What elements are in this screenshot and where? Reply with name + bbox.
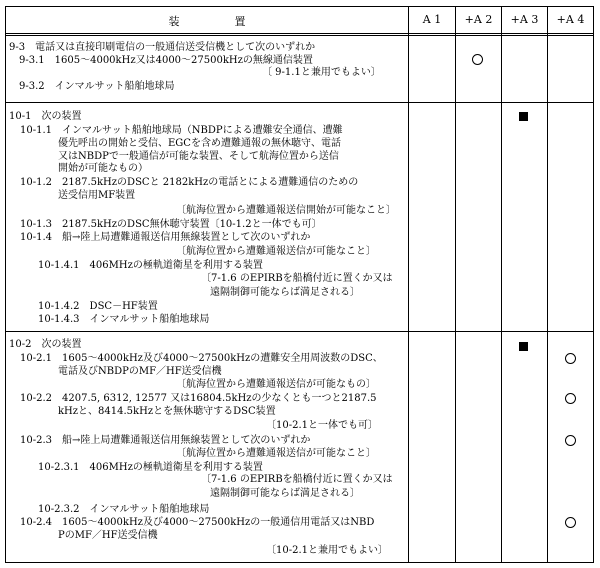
- text-line: 10-2.3.2 インマルサット船舶地球局: [38, 504, 210, 515]
- header-a2: +A 2: [464, 13, 493, 26]
- header-a4: +A 4: [556, 13, 585, 26]
- text-line: 電話及びNBDPのMF／HF送受信機: [58, 366, 222, 377]
- text-line: 〔航海位置から遭難通報送信が可能なこと〕: [176, 448, 376, 459]
- header-divider: [5, 35, 594, 36]
- text-line: 〔航海位置から遭難通報送信が可能なこと〕: [176, 246, 376, 257]
- text-line: kHzと、8414.5kHzとを無休聴守するDSC装置: [58, 406, 276, 417]
- text-line: 〔 9-1.1と兼用でもよい〕: [262, 67, 381, 78]
- column-divider: [547, 6, 548, 563]
- white-circle-icon: [565, 435, 576, 446]
- text-line: 10-1.4.3 インマルサット船舶地球局: [38, 314, 210, 325]
- text-line: 10-2.3 船→陸上局遭難通報送信用無線装置として次のいずれか: [20, 435, 311, 446]
- text-line: 10-2.1 1605～4000kHz及び4000～27500kHzの遭難安全用周波数のDSC、: [20, 353, 383, 364]
- black-square-icon: [519, 112, 528, 121]
- text-line: 10-2.3.1 406MHzの極軌道衛星を利用する装置: [38, 462, 263, 473]
- white-circle-icon: [565, 393, 576, 404]
- text-line: 〔10-2.1と兼用でもよい〕: [266, 545, 389, 556]
- white-circle-icon: [565, 353, 576, 364]
- text-line: 送受信用MF装置: [58, 190, 136, 201]
- text-line: 10-1 次の装置: [9, 111, 82, 122]
- black-square-icon: [519, 342, 528, 351]
- column-divider: [455, 6, 456, 563]
- text-line: 遠隔制御可能ならば満足される〕: [210, 287, 360, 298]
- text-line: 〔航海位置から遭難通報送信が可能なもの〕: [176, 379, 376, 390]
- section-divider: [5, 102, 594, 103]
- header-equipment: 装 置: [168, 15, 246, 28]
- text-line: 〔航海位置から遭難通報送信開始が可能なこと〕: [176, 205, 396, 216]
- text-line: 9-3.1 1605～4000kHz又は4000～27500kHzの無線通信装置: [9, 55, 313, 66]
- text-line: 〔7-1.6 のEPIRBを船橋付近に置くか又は: [201, 474, 393, 485]
- white-circle-icon: [565, 517, 576, 528]
- text-line: 10-2.2 4207.5, 6312, 12577 又は16804.5kHzの少なくとも一つと2187.5: [20, 393, 377, 404]
- text-line: 9-3.2 インマルサット船舶地球局: [9, 81, 175, 92]
- table-border-right: [593, 6, 594, 563]
- text-line: PのMF／HF送受信機: [58, 530, 158, 541]
- section-divider: [5, 331, 594, 332]
- text-line: 10-1.2 2187.5kHzのDSCと 2182kHzの電話とによる遭難通信のための: [20, 177, 359, 188]
- white-circle-icon: [472, 54, 483, 65]
- column-divider: [501, 6, 502, 563]
- header-a3: +A 3: [510, 13, 539, 26]
- column-divider: [408, 6, 409, 563]
- header-a1: A 1: [422, 13, 442, 26]
- text-line: 10-2.4 1605～4000kHz及び4000～27500kHzの一般通信用電話又はNBD: [20, 517, 375, 528]
- text-line: 10-1.3 2187.5kHzのDSC無休聴守装置〔10-1.2と一体でも可〕: [20, 219, 322, 230]
- text-line: 9-3 電話又は直接印刷電信の一般通信送受信機として次のいずれか: [9, 42, 316, 53]
- text-line: 10-1.1 インマルサット船舶地球局（NBDPによる遭難安全通信、遭難: [20, 125, 343, 136]
- text-line: 10-2 次の装置: [9, 339, 82, 350]
- header-divider: [5, 33, 594, 34]
- text-line: 開始が可能なもの）: [58, 163, 148, 174]
- table-border-left: [5, 6, 6, 563]
- text-line: 10-1.4 船→陸上局遭難通報送信用無線装置として次のいずれか: [20, 232, 311, 243]
- text-line: 遠隔制御可能ならば満足される〕: [210, 488, 360, 499]
- text-line: 又はNBDPで一般通信が可能な装置、そして航海位置から送信: [58, 151, 339, 162]
- text-line: 〔7-1.6 のEPIRBを船橋付近に置くか又は: [201, 273, 393, 284]
- text-line: 10-1.4.2 DSC－HF装置: [38, 301, 158, 312]
- text-line: 10-1.4.1 406MHzの極軌道衛星を利用する装置: [38, 260, 263, 271]
- table-border-top: [5, 6, 594, 7]
- table-border-bottom: [5, 562, 594, 563]
- text-line: 〔10-2.1と一体でも可〕: [266, 420, 379, 431]
- text-line: 優先呼出の開始と受信、EGCを含め遭難通報の無休聴守、電話: [58, 138, 341, 149]
